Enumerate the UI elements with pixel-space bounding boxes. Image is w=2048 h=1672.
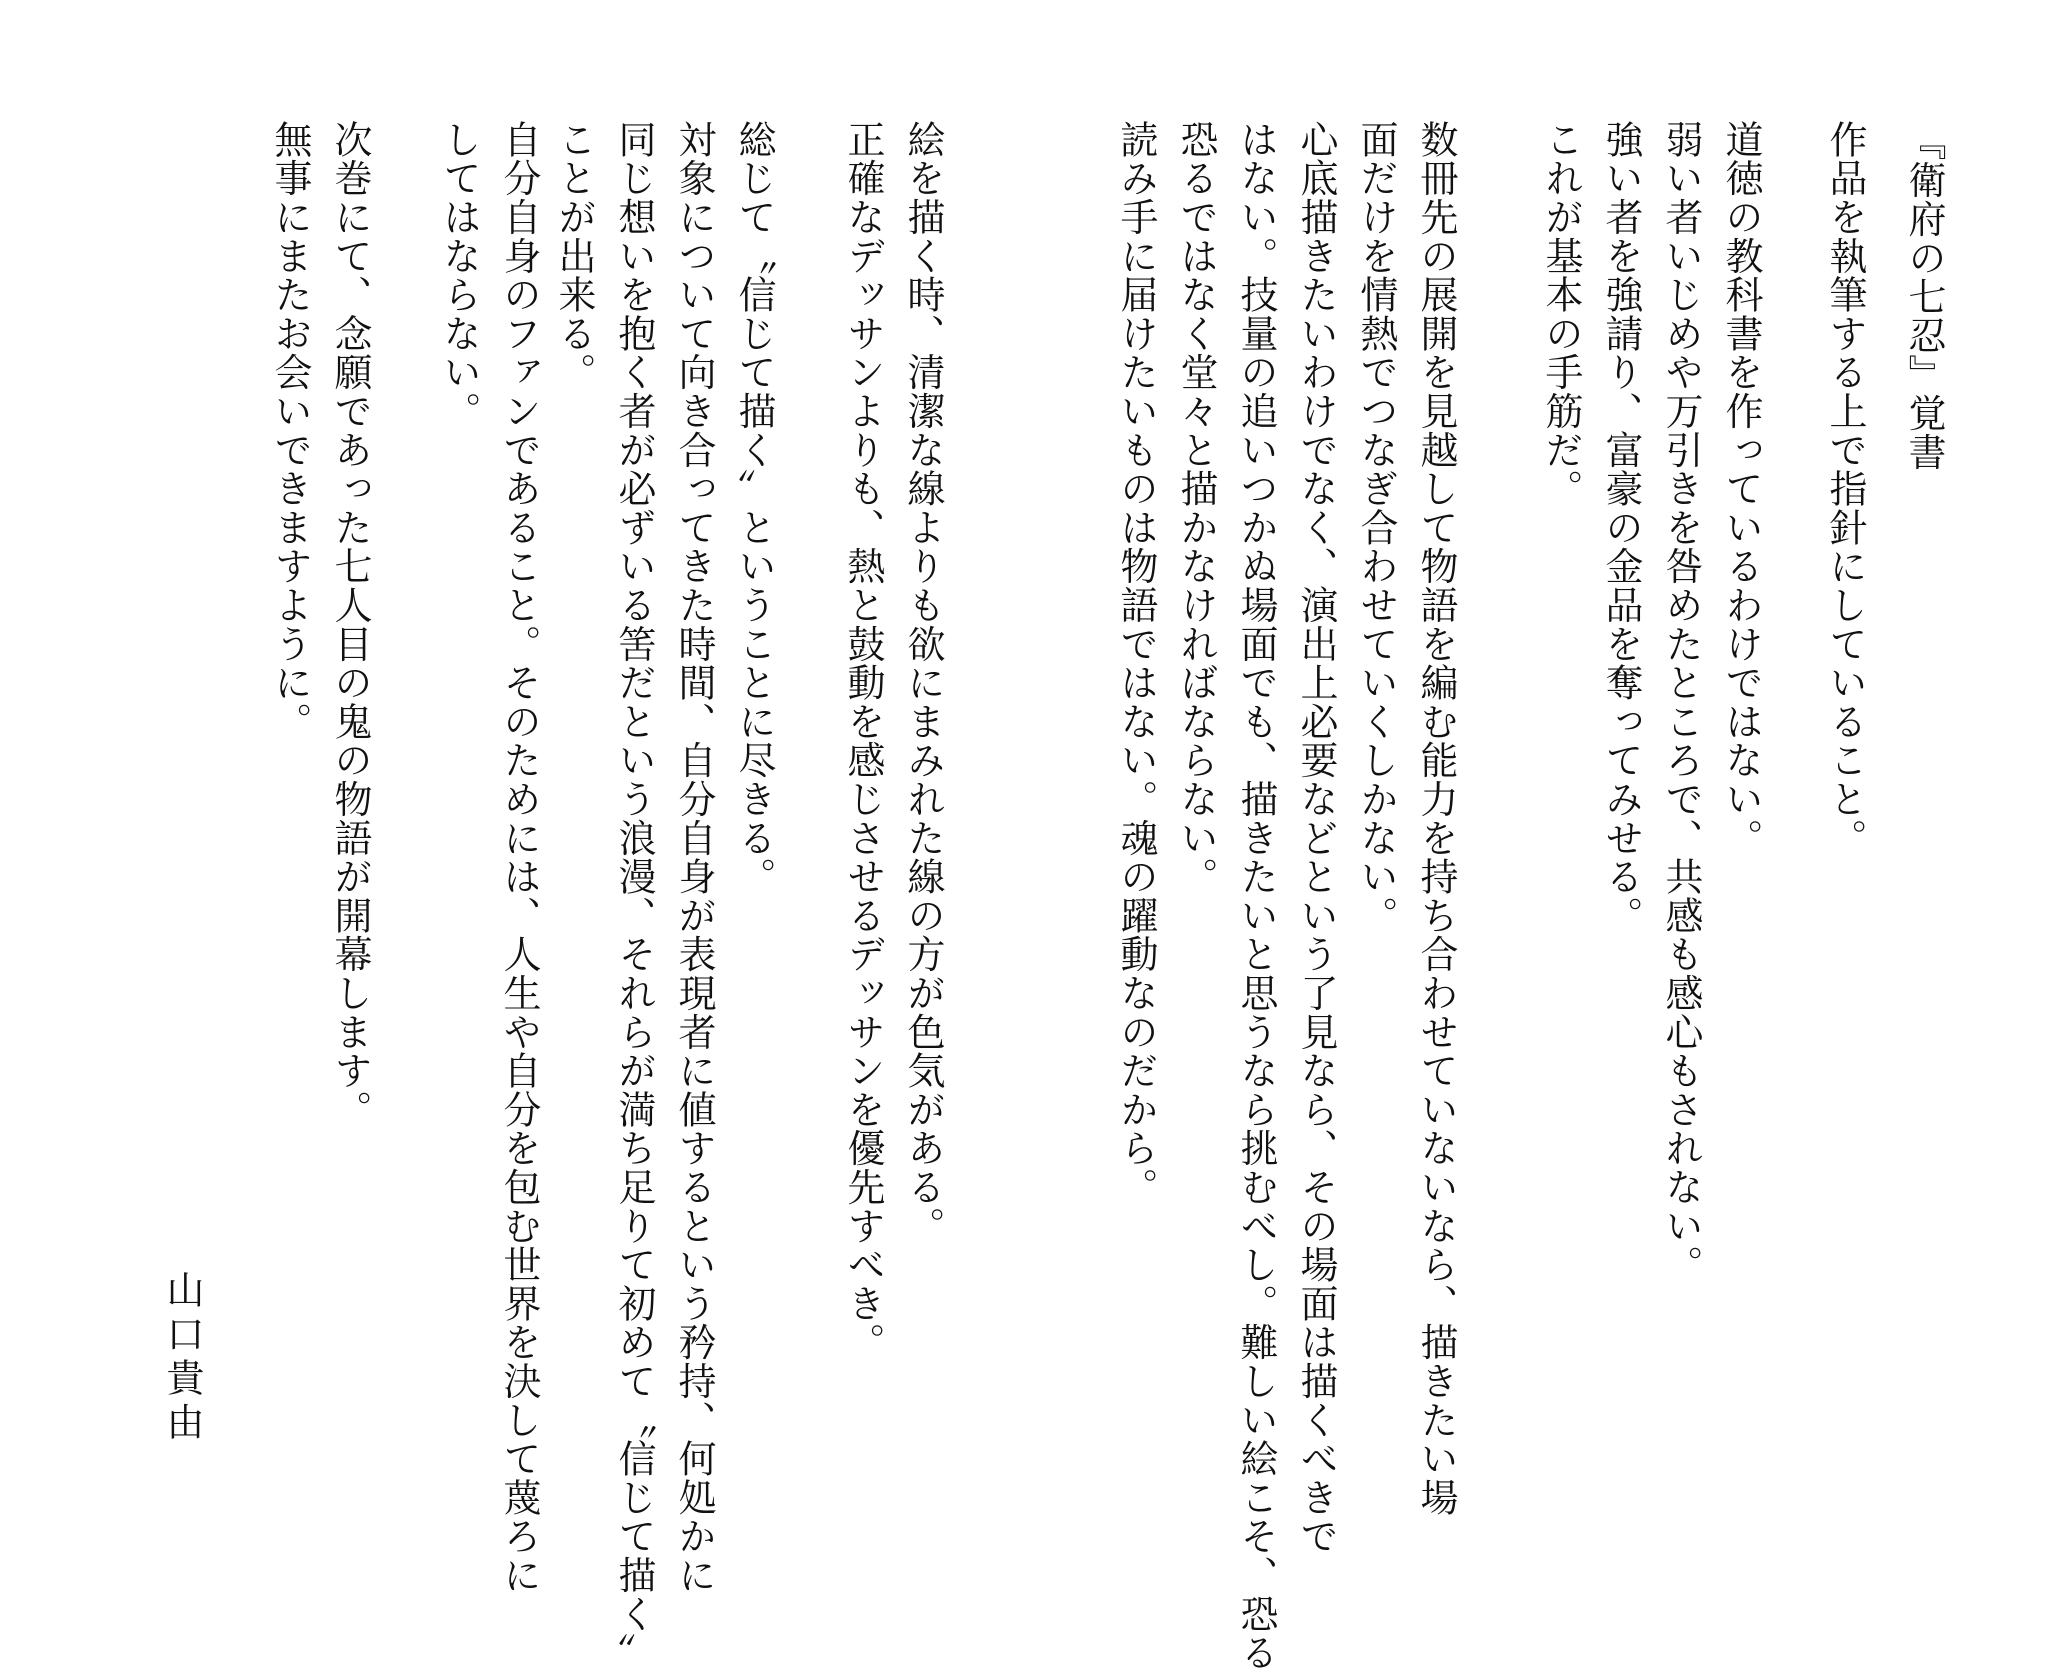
text-column: 強い者を強請り、富豪の金品を奪ってみせる。 [1599, 120, 1643, 935]
text-column: 恐るではなく堂々と描かなければならない。 [1174, 120, 1218, 896]
text-column: 面だけを情熱でつなぎ合わせていくしかない。 [1354, 120, 1398, 935]
text-column: はない。技量の追いつかぬ場面でも、描きたいと思うなら挑むべし。難しい絵こそ、恐る [1234, 120, 1278, 1672]
text-column: 次巻にて、念願であった七人目の鬼の物語が開幕します。 [328, 120, 372, 1129]
text-column: これが基本の手筋だ。 [1539, 120, 1583, 508]
text-column: してはならない。 [437, 120, 481, 431]
text-column: 同じ想いを抱く者が必ずいる筈だという浪漫、それらが満ち足りて初めて〝信じて描く〟 [612, 120, 656, 1672]
text-column: 数冊先の展開を見越して物語を編む能力を持ち合わせていないなら、描きたい場 [1414, 120, 1458, 1517]
document-title: 『衛府の七忍』覚書 [1902, 122, 1946, 472]
text-column: 自分自身のファンであること。そのためには、人生や自分を包む世界を決して蔑ろに [497, 120, 541, 1595]
author-signature: 山口貴由 [160, 1270, 204, 1446]
text-column: 無事にまたお会いできますように。 [268, 120, 312, 741]
text-column: 絵を描く時、清潔な線よりも欲にまみれた線の方が色気がある。 [901, 120, 945, 1246]
text-column: 総じて〝信じて描く〟ということに尽きる。 [732, 120, 776, 896]
text-column: 心底描きたいわけでなく、演出上必要などという了見なら、その場面は描くべきで [1294, 120, 1338, 1556]
text-column: 正確なデッサンよりも、熱と鼓動を感じさせるデッサンを優先すべき。 [841, 120, 885, 1362]
text-column: 道徳の教科書を作っているわけではない。 [1719, 120, 1763, 858]
text-column: 弱い者いじめや万引きを咎めたところで、共感も感心もされない。 [1659, 120, 1703, 1284]
text-column: 作品を執筆する上で指針にしていること。 [1823, 120, 1867, 858]
text-column: 読み手に届けたいものは物語ではない。魂の躍動なのだから。 [1114, 120, 1158, 1207]
text-column: ことが出来る。 [552, 120, 596, 392]
text-column: 対象について向き合ってきた時間、自分自身が表現者に値するという矜持、何処かに [672, 120, 716, 1595]
